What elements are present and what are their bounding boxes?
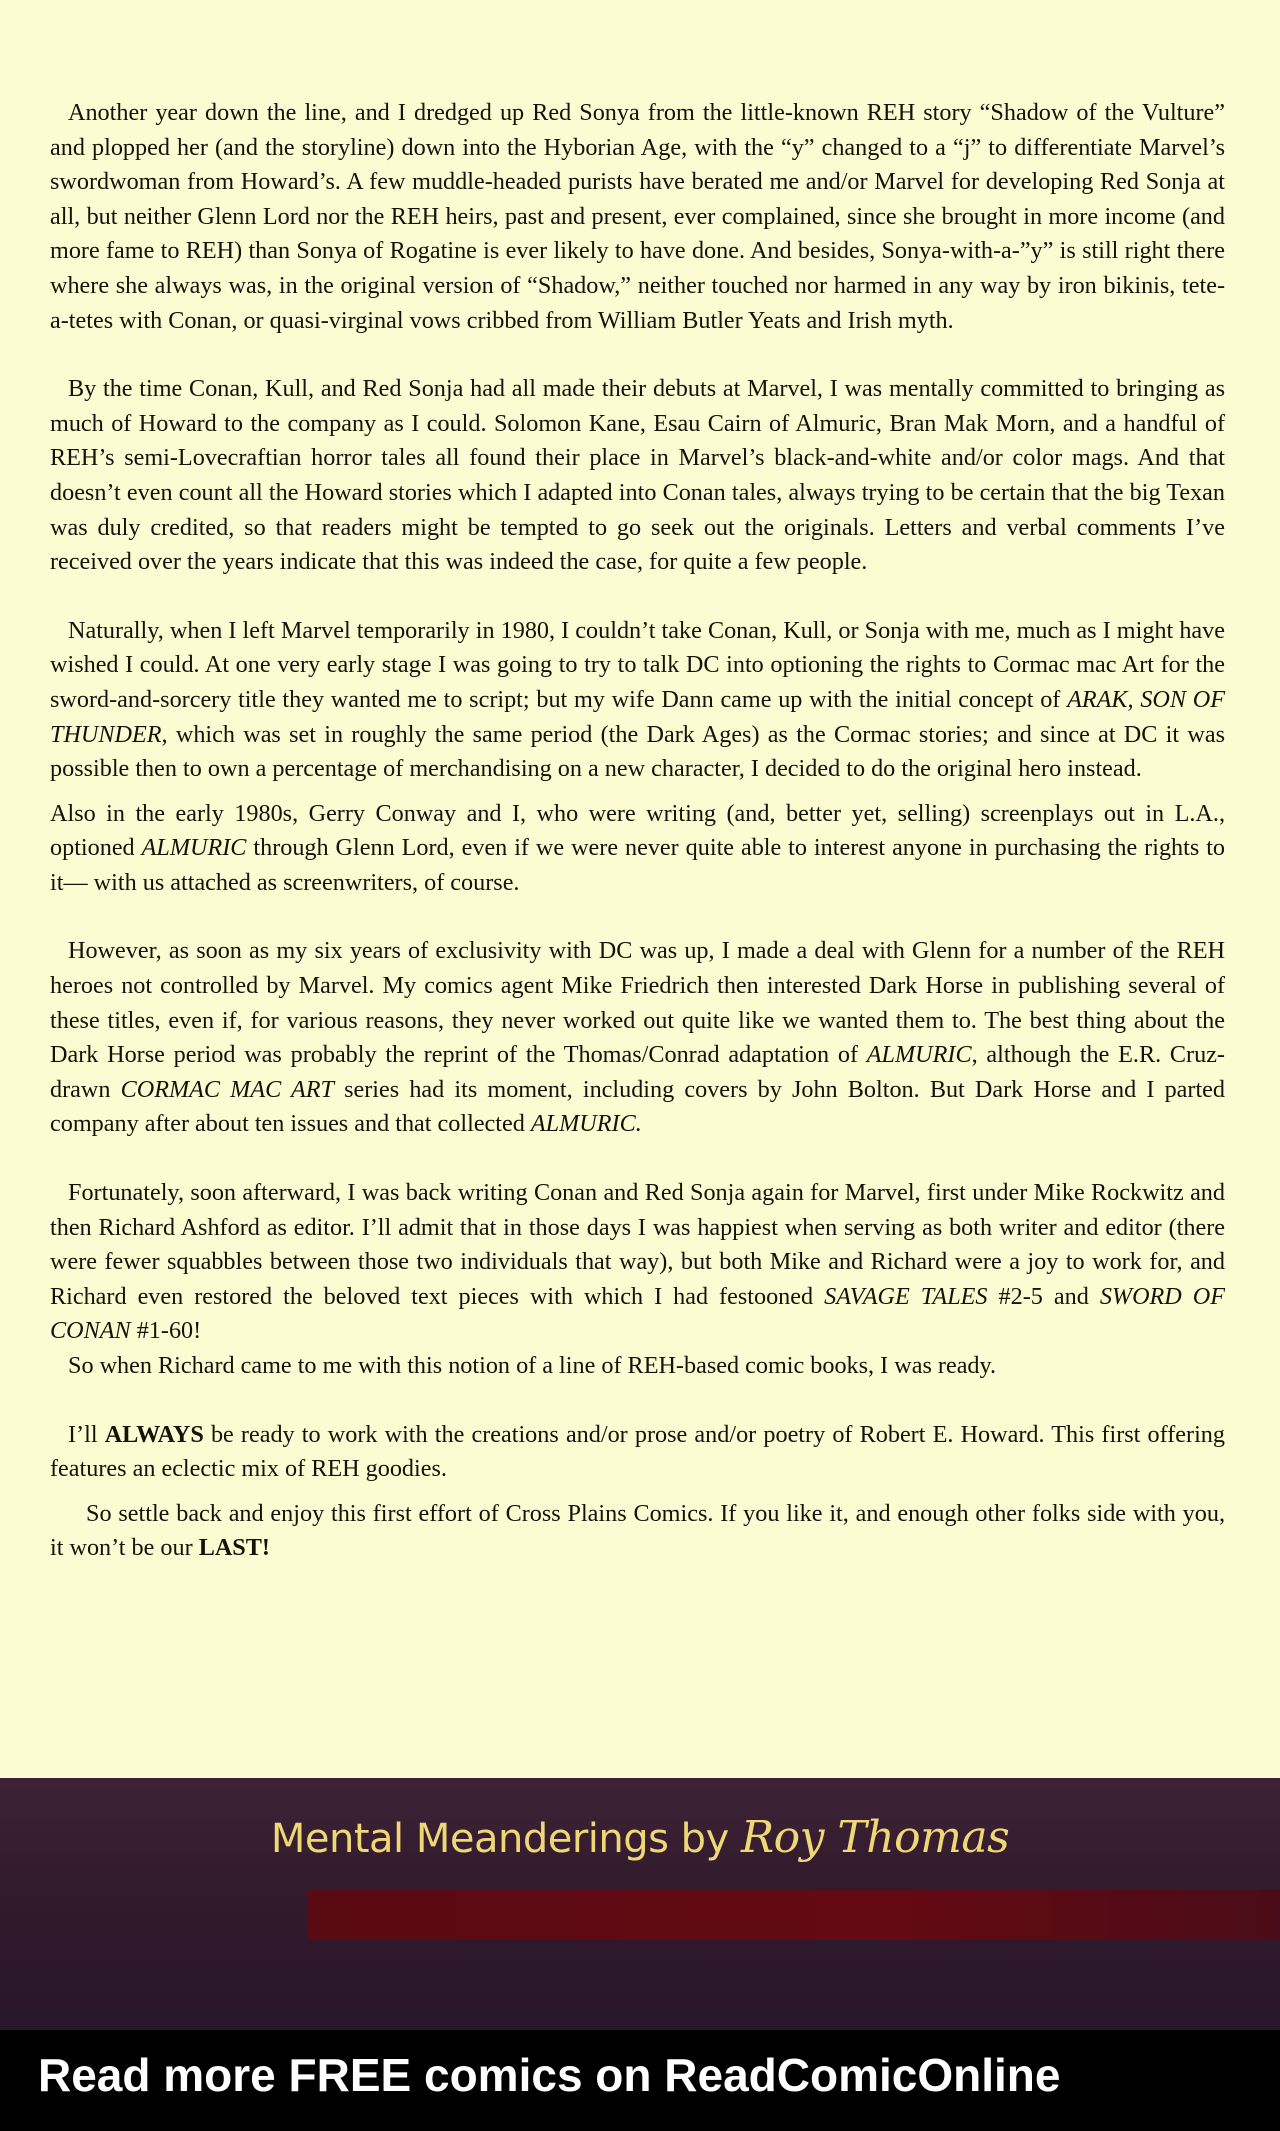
column-banner <box>0 1778 1280 2030</box>
footer-bar[interactable] <box>0 2030 1280 2131</box>
read-more-link[interactable]: Read more FREE comics on ReadComicOnline <box>38 2049 1061 2101</box>
paragraph-4-text-a: Also in the early 1980s, Gerry Conway and I, who were writing (and, better yet, selling) screenplays out in L.A., optioned <box>50 799 1225 862</box>
paragraph-5-text-b: , although the E.R. Cruz-drawn <box>50 1041 1225 1103</box>
paragraph-6-text-a: Fortunately, soon afterward, I was back writing Conan and Red Sonja again for Marvel, first under Mike Rockwitz and then Richard Ashford as editor. I’ll admit that in those days I was happiest when serving as both writer and editor (there were fewer squabbles between those two individuals that way), but both Mike and Richard were a joy to work for, and Richard even restored the beloved text pieces with which I had festooned <box>50 1179 1225 1310</box>
paragraph-3 <box>50 614 1225 787</box>
emphasis-last: LAST! <box>198 1534 270 1562</box>
title-almuric: ALMURIC <box>866 1041 972 1069</box>
emphasis-always: ALWAYS <box>104 1420 204 1448</box>
paragraph-2: By the time Conan, Kull, and Red Sonja had all made their debuts at Marvel, I was mentally committed to bringing as much of Howard to the company as I could. Solomon Kane, Esau Cairn of Almuric, Bran Mak Morn, and a handful of REH’s semi-Lovecraftian horror tales all found their place in Marvel’s black-and-white and/or color mags. And that doesn’t even count all the Howard stories which I adapted into Conan tales, always trying to be certain that the big Texan was duly credited, so that readers might be tempted to go seek out the originals. Letters and verbal comments I’ve received over the years indicate that this was indeed the case, for quite a few people. <box>50 375 1225 576</box>
paragraph-8-text-a: I’ll <box>68 1420 98 1448</box>
paragraph-8-text-b: be ready to work with the creations and/or prose and/or poetry of Robert E. Howard. This first offering features an eclectic mix of REH goodies. <box>50 1420 1225 1483</box>
paragraph-5 <box>50 934 1225 1142</box>
title-almuric: ALMURIC <box>141 834 247 862</box>
title-cormac-mac-art: CORMAC MAC ART <box>120 1075 334 1103</box>
paragraph-5-text-c: series had its moment, including covers by John Bolton. But Dark Horse and I parted company after about ten issues and that collected <box>50 1075 1226 1138</box>
title-almuric: ALMURIC. <box>530 1110 642 1138</box>
banner-title <box>0 1812 1280 1863</box>
paragraph-1: Another year down the line, and I dredged up Red Sonya from the little-known REH story “Shadow of the Vulture” and plopped her (and the storyline) down into the Hyborian Age, with the “y” changed to a “j” to differentiate Marvel’s swordwoman from Howard’s. A few muddle-headed purists have berated me and/or Marvel for developing Red Sonja at all, but neither Glenn Lord nor the REH heirs, past and present, ever complained, since she brought in more income (and more fame to REH) than Sonya of Rogatine is ever likely to have done. And besides, Sonya-with-a-”y” is still right there where she always was, in the original version of “Shadow,” neither touched nor harmed in any way by iron bikinis, tete-a-tetes with Conan, or quasi-virginal vows cribbed from William Butler Yeats and Irish myth. <box>50 99 1225 334</box>
paragraph-6 <box>50 1176 1225 1349</box>
title-arak: ARAK, SON OF THUNDER <box>50 685 1225 748</box>
title-savage-tales: SAVAGE TALES <box>824 1282 988 1310</box>
banner-title-text: Mental Meanderings by <box>270 1816 729 1862</box>
title-sword-of-conan: SWORD OF CONAN <box>50 1282 1226 1345</box>
paragraph-4-text-b: through Glenn Lord, even if we were never quite able to interest anyone in purchasing the rights to it— with us attached as screenwriters, of course. <box>50 834 1226 896</box>
paragraph-7: So when Richard came to me with this notion of a line of REH-based comic books, I was ready. <box>68 1352 997 1379</box>
author-signature: Roy Thomas <box>740 1812 1010 1863</box>
paragraph-8 <box>50 1418 1225 1487</box>
paragraph-3-text-a: Naturally, when I left Marvel temporarily in 1980, I couldn’t take Conan, Kull, or Sonja with me, much as I might have wished I could. At one very early stage I was going to try to talk DC into optioning the rights to Cormac mac Art for the sword-and-sorcery title they wanted me to script; but my wife Dann came up with the initial concept of <box>50 616 1225 713</box>
paragraph-3-text-b: , which was set in roughly the same period (the Dark Ages) as the Cormac stories; and since at DC it was possible then to own a percentage of merchandising on a new character, I decided to do the original hero instead. <box>50 720 1225 783</box>
paragraph-6-text-c: #1-60! <box>136 1317 202 1345</box>
article-body <box>50 96 1225 1566</box>
paragraph-9-text-a: So settle back and enjoy this first effort of Cross Plains Comics. If you like it, and enough other folks side with you, it won’t be our <box>50 1499 1225 1562</box>
decorative-stripe <box>308 1890 1280 1940</box>
paragraph-4 <box>50 797 1225 901</box>
paragraph-5-text-a: However, as soon as my six years of exclusivity with DC was up, I made a deal with Glenn for a number of the REH heroes not controlled by Marvel. My comics agent Mike Friedrich then interested Dark Horse in publishing several of these titles, even if, for various reasons, they never worked out quite like we wanted them to. The best thing about the Dark Horse period was probably the reprint of the Thomas/Conrad adaptation of <box>50 937 1225 1069</box>
paragraph-9 <box>50 1497 1225 1566</box>
paragraph-6-text-b: #2-5 and <box>998 1282 1089 1310</box>
